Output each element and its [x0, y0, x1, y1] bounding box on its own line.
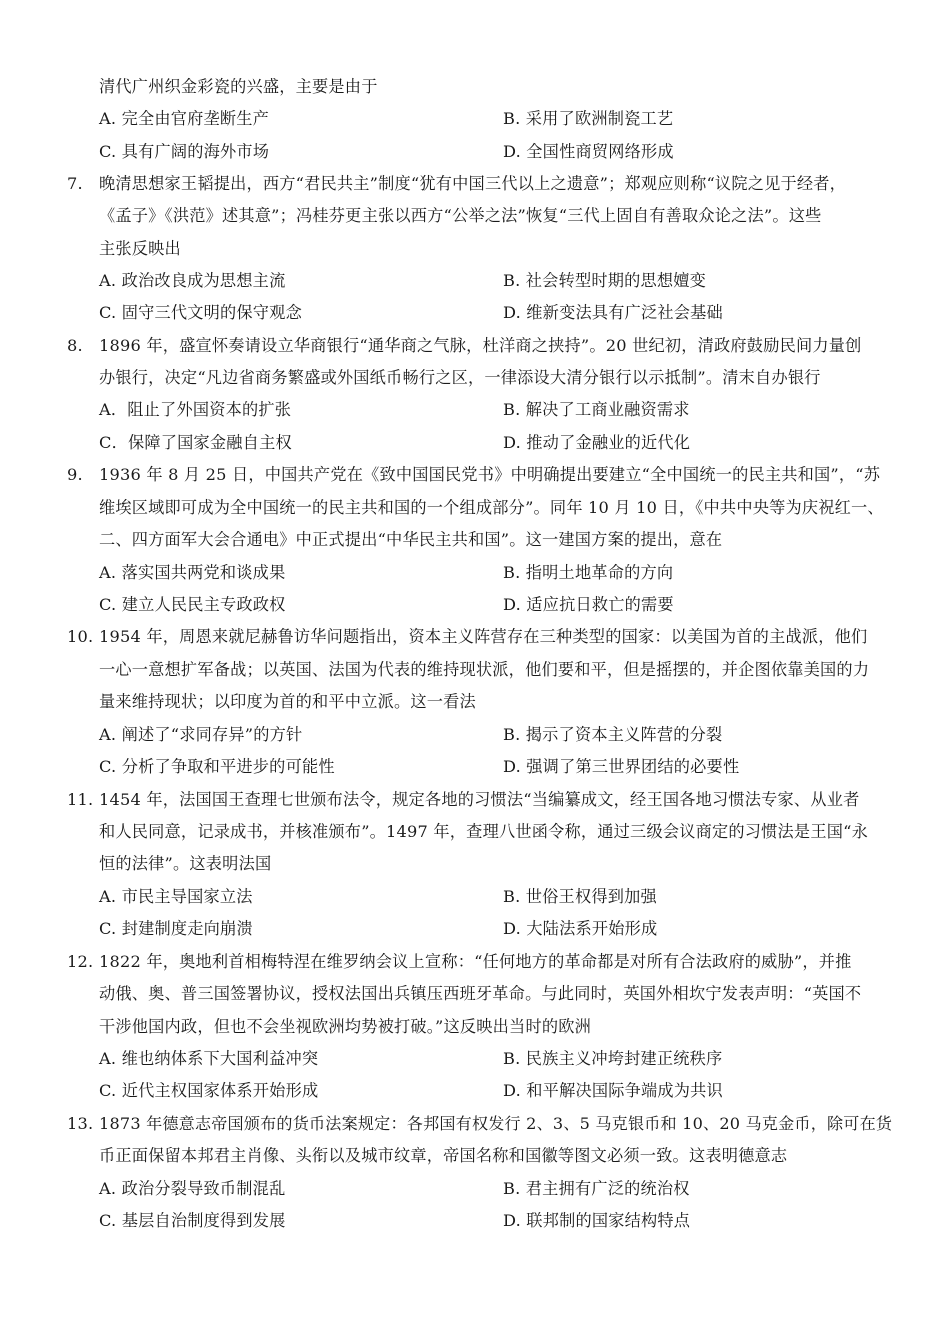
- question-12-option-a: A. 维也纳体系下大国利益冲突: [99, 1049, 319, 1068]
- question-6-option-c: C. 具有广阔的海外市场: [99, 142, 270, 161]
- question-10-option-a: A. 阐述了“求同存异”的方针: [99, 725, 303, 744]
- question-12-option-d: D. 和平解决国际争端成为共识: [503, 1081, 723, 1100]
- question-10-stem-line-1: 1954 年，周恩来就尼赫鲁访华问题指出，资本主义阵营存在三种类型的国家：以美国为首的主战派，他们: [99, 627, 868, 646]
- question-11-stem-line-3: 恒的法律”。这表明法国: [99, 854, 272, 873]
- question-13-option-d: D. 联邦制的国家结构特点: [503, 1211, 691, 1230]
- question-11-option-c: C. 封建制度走向崩溃: [99, 919, 253, 938]
- question-12-option-b: B. 民族主义冲垮封建正统秩序: [503, 1049, 723, 1068]
- question-10-option-b: B. 揭示了资本主义阵营的分裂: [503, 725, 723, 744]
- question-11-number: 11.: [67, 790, 94, 809]
- question-7-option-a: A. 政治改良成为思想主流: [99, 271, 286, 290]
- question-12-number: 12.: [67, 952, 94, 971]
- question-13-stem-line-2: 币正面保留本邦君主肖像、头衔以及城市纹章，帝国名称和国徽等图文必须一致。这表明德意志: [99, 1146, 788, 1165]
- question-7-stem-line-1: 晚清思想家王韬提出，西方“君民共主”制度“犹有中国三代以上之遗意”；郑观应则称“议院之见于经者，: [99, 174, 847, 193]
- question-6-option-a: A. 完全由官府垄断生产: [99, 109, 270, 128]
- question-8-option-c: C．保障了国家金融自主权: [99, 433, 292, 452]
- question-9-option-b: B. 指明土地革命的方向: [503, 563, 674, 582]
- question-6-option-d: D. 全国性商贸网络形成: [503, 142, 674, 161]
- question-10-number: 10.: [67, 627, 94, 646]
- question-10-option-c: C. 分析了争取和平进步的可能性: [99, 757, 335, 776]
- question-9-stem-line-1: 1936 年 8 月 25 日，中国共产党在《致中国国民党书》中明确提出要建立“全中国统一的民主共和国”，“苏: [99, 465, 881, 484]
- question-6-stem-line-1: 清代广州织金彩瓷的兴盛，主要是由于: [99, 77, 378, 96]
- question-8-option-b: B. 解决了工商业融资需求: [503, 400, 690, 419]
- question-7-stem-line-3: 主张反映出: [99, 239, 181, 258]
- question-7-option-d: D. 维新变法具有广泛社会基础: [503, 303, 723, 322]
- question-12-stem-line-1: 1822 年，奥地利首相梅特涅在维罗纳会议上宣称：“任何地方的革命都是对所有合法政府的威胁”，并推: [99, 952, 852, 971]
- question-10-stem-line-2: 一心一意想扩军备战；以英国、法国为代表的维持现状派，他们要和平，但是摇摆的，并企图依靠美国的力: [99, 660, 870, 679]
- question-9-option-c: C. 建立人民民主专政政权: [99, 595, 286, 614]
- question-9-stem-line-2: 维埃区域即可成为全中国统一的民主共和国的一个组成部分”。同年 10 月 10 日，《中共中央等为庆祝红一、: [99, 498, 884, 517]
- question-13-option-a: A. 政治分裂导致币制混乱: [99, 1179, 286, 1198]
- question-13-option-b: B. 君主拥有广泛的统治权: [503, 1179, 690, 1198]
- question-9-number: 9.: [67, 465, 83, 484]
- question-12-option-c: C. 近代主权国家体系开始形成: [99, 1081, 319, 1100]
- question-11-option-a: A. 市民主导国家立法: [99, 887, 253, 906]
- question-7-stem-line-2: 《孟子》《洪范》述其意”；冯桂芬更主张以西方“公举之法”恢复“三代上固自有善取众论之法”。这些: [99, 206, 822, 225]
- question-13-number: 13.: [67, 1114, 94, 1133]
- question-12-stem-line-3: 干涉他国内政，但也不会坐视欧洲均势被打破。”这反映出当时的欧洲: [99, 1017, 591, 1036]
- question-13-option-c: C. 基层自治制度得到发展: [99, 1211, 286, 1230]
- question-7-option-c: C. 固守三代文明的保守观念: [99, 303, 302, 322]
- question-8-option-a: A．阻止了外国资本的扩张: [99, 400, 292, 419]
- question-10-stem-line-3: 量来维持现状；以印度为首的和平中立派。这一看法: [99, 692, 476, 711]
- question-13-stem-line-1: 1873 年德意志帝国颁布的货币法案规定：各邦国有权发行 2、3、5 马克银币和 10、20 马克金币，除可在货: [99, 1114, 893, 1133]
- question-6-option-b: B. 采用了欧洲制瓷工艺: [503, 109, 674, 128]
- question-9-stem-line-3: 二、四方面军大会合通电》中正式提出“中华民主共和国”。这一建国方案的提出，意在: [99, 530, 723, 549]
- question-11-option-b: B. 世俗王权得到加强: [503, 887, 657, 906]
- question-7-number: 7.: [67, 174, 83, 193]
- question-11-stem-line-2: 和人民同意，记录成书，并核准颁布”。1497 年，查理八世函令称，通过三级会议商定的习惯法是王国“永: [99, 822, 868, 841]
- question-10-option-d: D. 强调了第三世界团结的必要性: [503, 757, 740, 776]
- question-9-option-d: D. 适应抗日救亡的需要: [503, 595, 674, 614]
- question-8-stem-line-2: 办银行，决定“凡边省商务繁盛或外国纸币畅行之区，一律添设大清分银行以示抵制”。清末自办银行: [99, 368, 821, 387]
- question-9-option-a: A. 落实国共两党和谈成果: [99, 563, 286, 582]
- question-8-stem-line-1: 1896 年，盛宣怀奏请设立华商银行“通华商之气脉，杜洋商之挟持”。20 世纪初，清政府鼓励民间力量创: [99, 336, 862, 355]
- question-8-number: 8.: [67, 336, 83, 355]
- question-11-option-d: D. 大陆法系开始形成: [503, 919, 658, 938]
- question-8-option-d: D. 推动了金融业的近代化: [503, 433, 691, 452]
- question-11-stem-line-1: 1454 年，法国国王查理七世颁布法令，规定各地的习惯法“当编纂成文，经王国各地习惯法专家、从业者: [99, 790, 860, 809]
- question-12-stem-line-2: 动俄、奥、普三国签署协议，授权法国出兵镇压西班牙革命。与此同时，英国外相坎宁发表声明：“英国不: [99, 984, 862, 1003]
- question-7-option-b: B. 社会转型时期的思想嬗变: [503, 271, 707, 290]
